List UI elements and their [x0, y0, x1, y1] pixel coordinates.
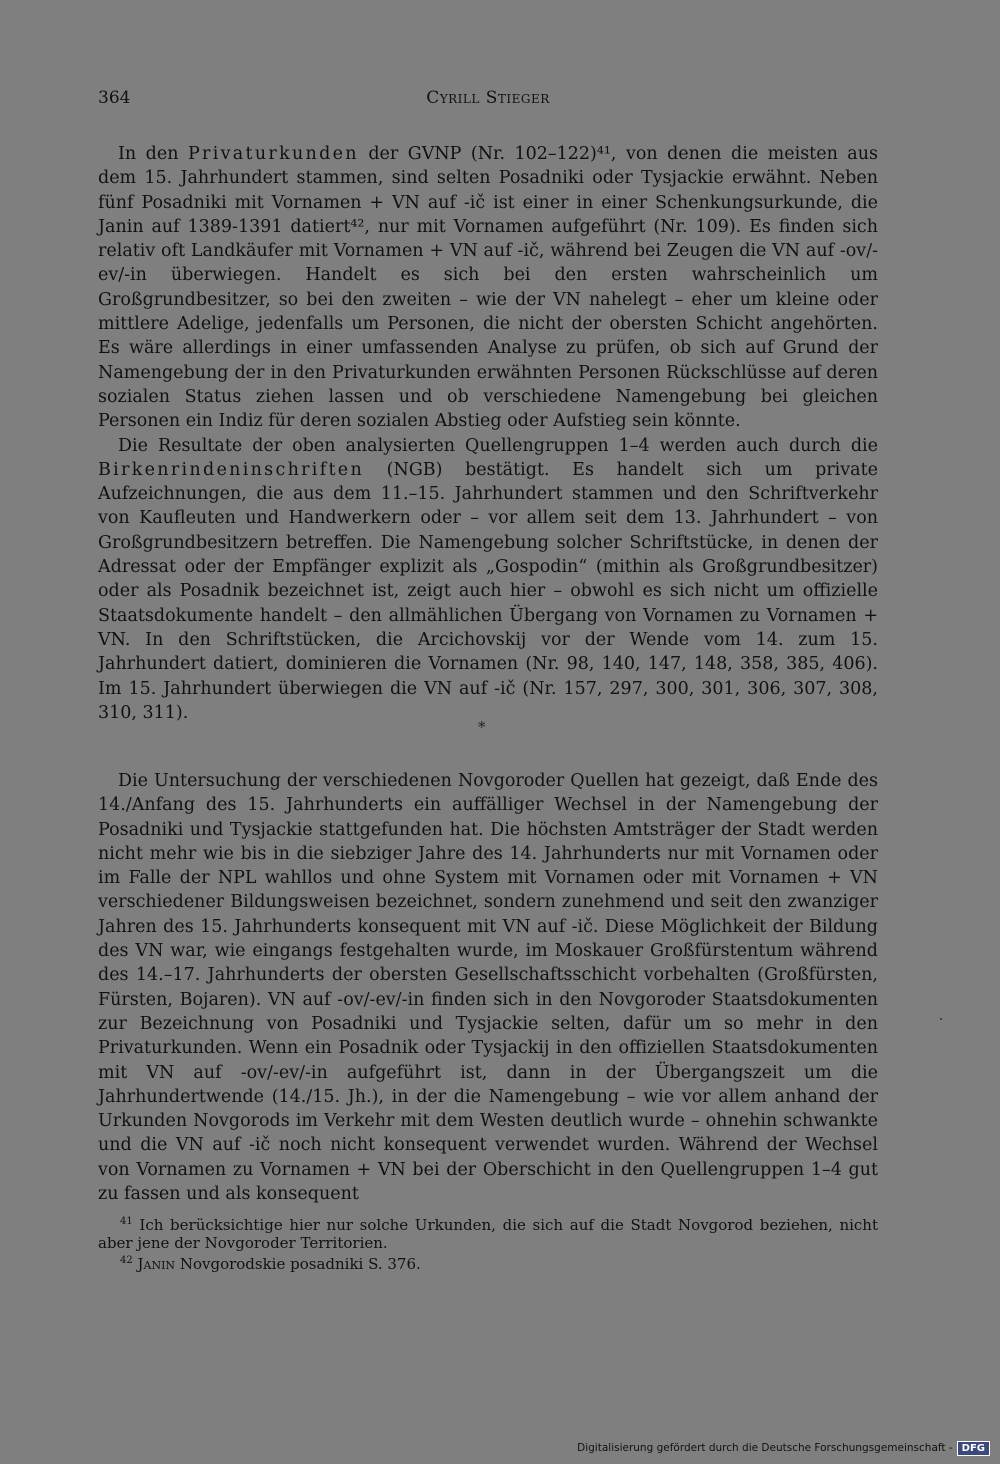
- paragraph-privaturkunden: [98, 142, 878, 434]
- footnote-mark: 42: [120, 1255, 133, 1266]
- footnote-41: [98, 1213, 878, 1252]
- paragraph-rest: (NGB) bestätigt. Es handelt sich um private Aufzeichnungen, die aus dem 11.–15. Jahrhundert stammen und den Schriftverkehr von Kaufleuten und Handwerkern oder – vor allem seit dem 13. Jahrhundert – von Großgrundbesitzern betreffen. Die Namengebung solcher Schriftstücke, in denen der Adressat oder der Empfänger explizit als „Gospodin“ (mithin als Großgrundbesitzer) oder als Posadnik bezeichnet ist, zeigt auch hier – obwohl es sich nicht um offizielle Staatsdokumente handelt – den allmählichen Übergang von Vornamen zu Vornamen + VN. In den Schriftstücken, die Arcichovskij vor der Wende vom 14. zum 15. Jahrhundert datiert, dominieren die Vornamen (Nr. 98, 140, 147, 148, 358, 385, 406). Im 15. Jahrhundert überwiegen die VN auf -ič (Nr. 157, 297, 300, 301, 306, 307, 308, 310, 311).: [98, 459, 878, 723]
- footnote-mark: 41: [120, 1216, 133, 1227]
- paragraph-lead: In den: [118, 144, 188, 164]
- spaced-term: Birkenrindeninschriften: [98, 459, 365, 480]
- credit-text: Digitalisierung gefördert durch die Deutsche Forschungsgemeinschaft -: [577, 1442, 953, 1454]
- footnote-text: Novgorodskie posadniki S. 376.: [175, 1255, 421, 1273]
- section-separator: *: [478, 718, 486, 736]
- footnote-author: Janin: [132, 1255, 176, 1273]
- footnote-42: [98, 1252, 878, 1273]
- paragraph-rest: der GVNP (Nr. 102–122)⁴¹, von denen die meisten aus dem 15. Jahrhundert stammen, sind selten Posadniki oder Tysjackie erwähnt. Neben fünf Posadniki mit Vornamen + VN auf -ič ist einer in einer Schenkungsurkunde, die Janin auf 1389-1391 datiert⁴², nur mit Vornamen aufgeführt (Nr. 109). Es finden sich relativ oft Landkäufer mit Vornamen + VN auf -ič, während bei Zeugen die VN auf -ov/-ev/-in überwiegen. Handelt es sich bei den ersten wahrscheinlich um Großgrundbesitzer, so bei den zweiten – wie der VN nahelegt – eher um kleine oder mittlere Adelige, jedenfalls um Personen, die nicht der obersten Schicht angehörten. Es wäre allerdings in einer umfassenden Analyse zu prüfen, ob sich auf Grund der Namengebung der in den Privaturkunden erwähnten Personen Rückschlüsse auf deren sozialen Status ziehen lassen und ob verschiedene Namengebung bei gleichen Personen ein Indiz für deren sozialen Abstieg oder Aufstieg sein könnte.: [98, 144, 878, 432]
- footnote-text: Ich berücksichtige hier nur solche Urkunden, die sich auf die Stadt Novgorod beziehen, nicht aber jene der Novgoroder Territorien.: [98, 1216, 878, 1252]
- running-head: Cyrill Stieger: [426, 88, 550, 108]
- paragraph-lead: Die Resultate der oben analysierten Quellengruppen 1–4 werden auch durch die: [118, 435, 878, 456]
- footnotes: [98, 1213, 878, 1273]
- spaced-term: Privaturkunden: [187, 144, 359, 164]
- page-header: [98, 88, 878, 114]
- paragraph-birkenrinden: [98, 434, 878, 726]
- paragraph-conclusion: Die Untersuchung der verschiedenen Novgoroder Quellen hat gezeigt, daß Ende des 14./Anfang des 15. Jahrhunderts ein auffälliger Wechsel in der Namengebung der Posadniki und Tysjackie stattgefunden hat. Die höchsten Amtsträger der Stadt werden nicht mehr wie bis in die siebziger Jahre des 14. Jahrhunderts nur mit Vornamen oder im Falle der NPL wahllos und ohne System mit Vornamen oder mit Vornamen + VN verschiedener Bildungsweisen bezeichnet, sondern zunehmend und seit den zwanziger Jahren des 15. Jahrhunderts konsequent mit VN auf -ič. Diese Möglichkeit der Bildung des VN war, wie eingangs festgehalten wurde, im Moskauer Großfürstentum während des 14.–17. Jahrhunderts der obersten Gesellschaftsschicht vorbehalten (Großfürsten, Fürsten, Bojaren). VN auf -ov/-ev/-in finden sich in den Novgoroder Staatsdokumenten zur Bezeichnung von Posadniki und Tysjackie selten, dafür um so mehr in den Privaturkunden. Wenn ein Posadnik oder Tysjackij in den offiziellen Staatsdokumenten mit VN auf -ov/-ev/-in aufgeführt ist, dann in der Übergangszeit um die Jahrhundertwende (14./15. Jh.), in der die Namengebung – wie vor allem anhand der Urkunden Novgorods im Verkehr mit dem Westen deutlich wurde – ohnehin schwankte und die VN auf -ič noch nicht konsequent verwendet wurden. Während der Wechsel von Vornamen zu Vornamen + VN bei der Oberschicht in den Quellengruppen 1–4 gut zu fassen und als konsequent: [98, 771, 878, 1205]
- page-number: 364: [98, 88, 131, 108]
- dfg-logo-icon: DFG: [957, 1441, 990, 1456]
- margin-speck: [940, 1018, 942, 1020]
- digitization-credit: [577, 1440, 990, 1456]
- text-block-lower: [98, 769, 878, 1206]
- text-block-upper: [98, 142, 878, 725]
